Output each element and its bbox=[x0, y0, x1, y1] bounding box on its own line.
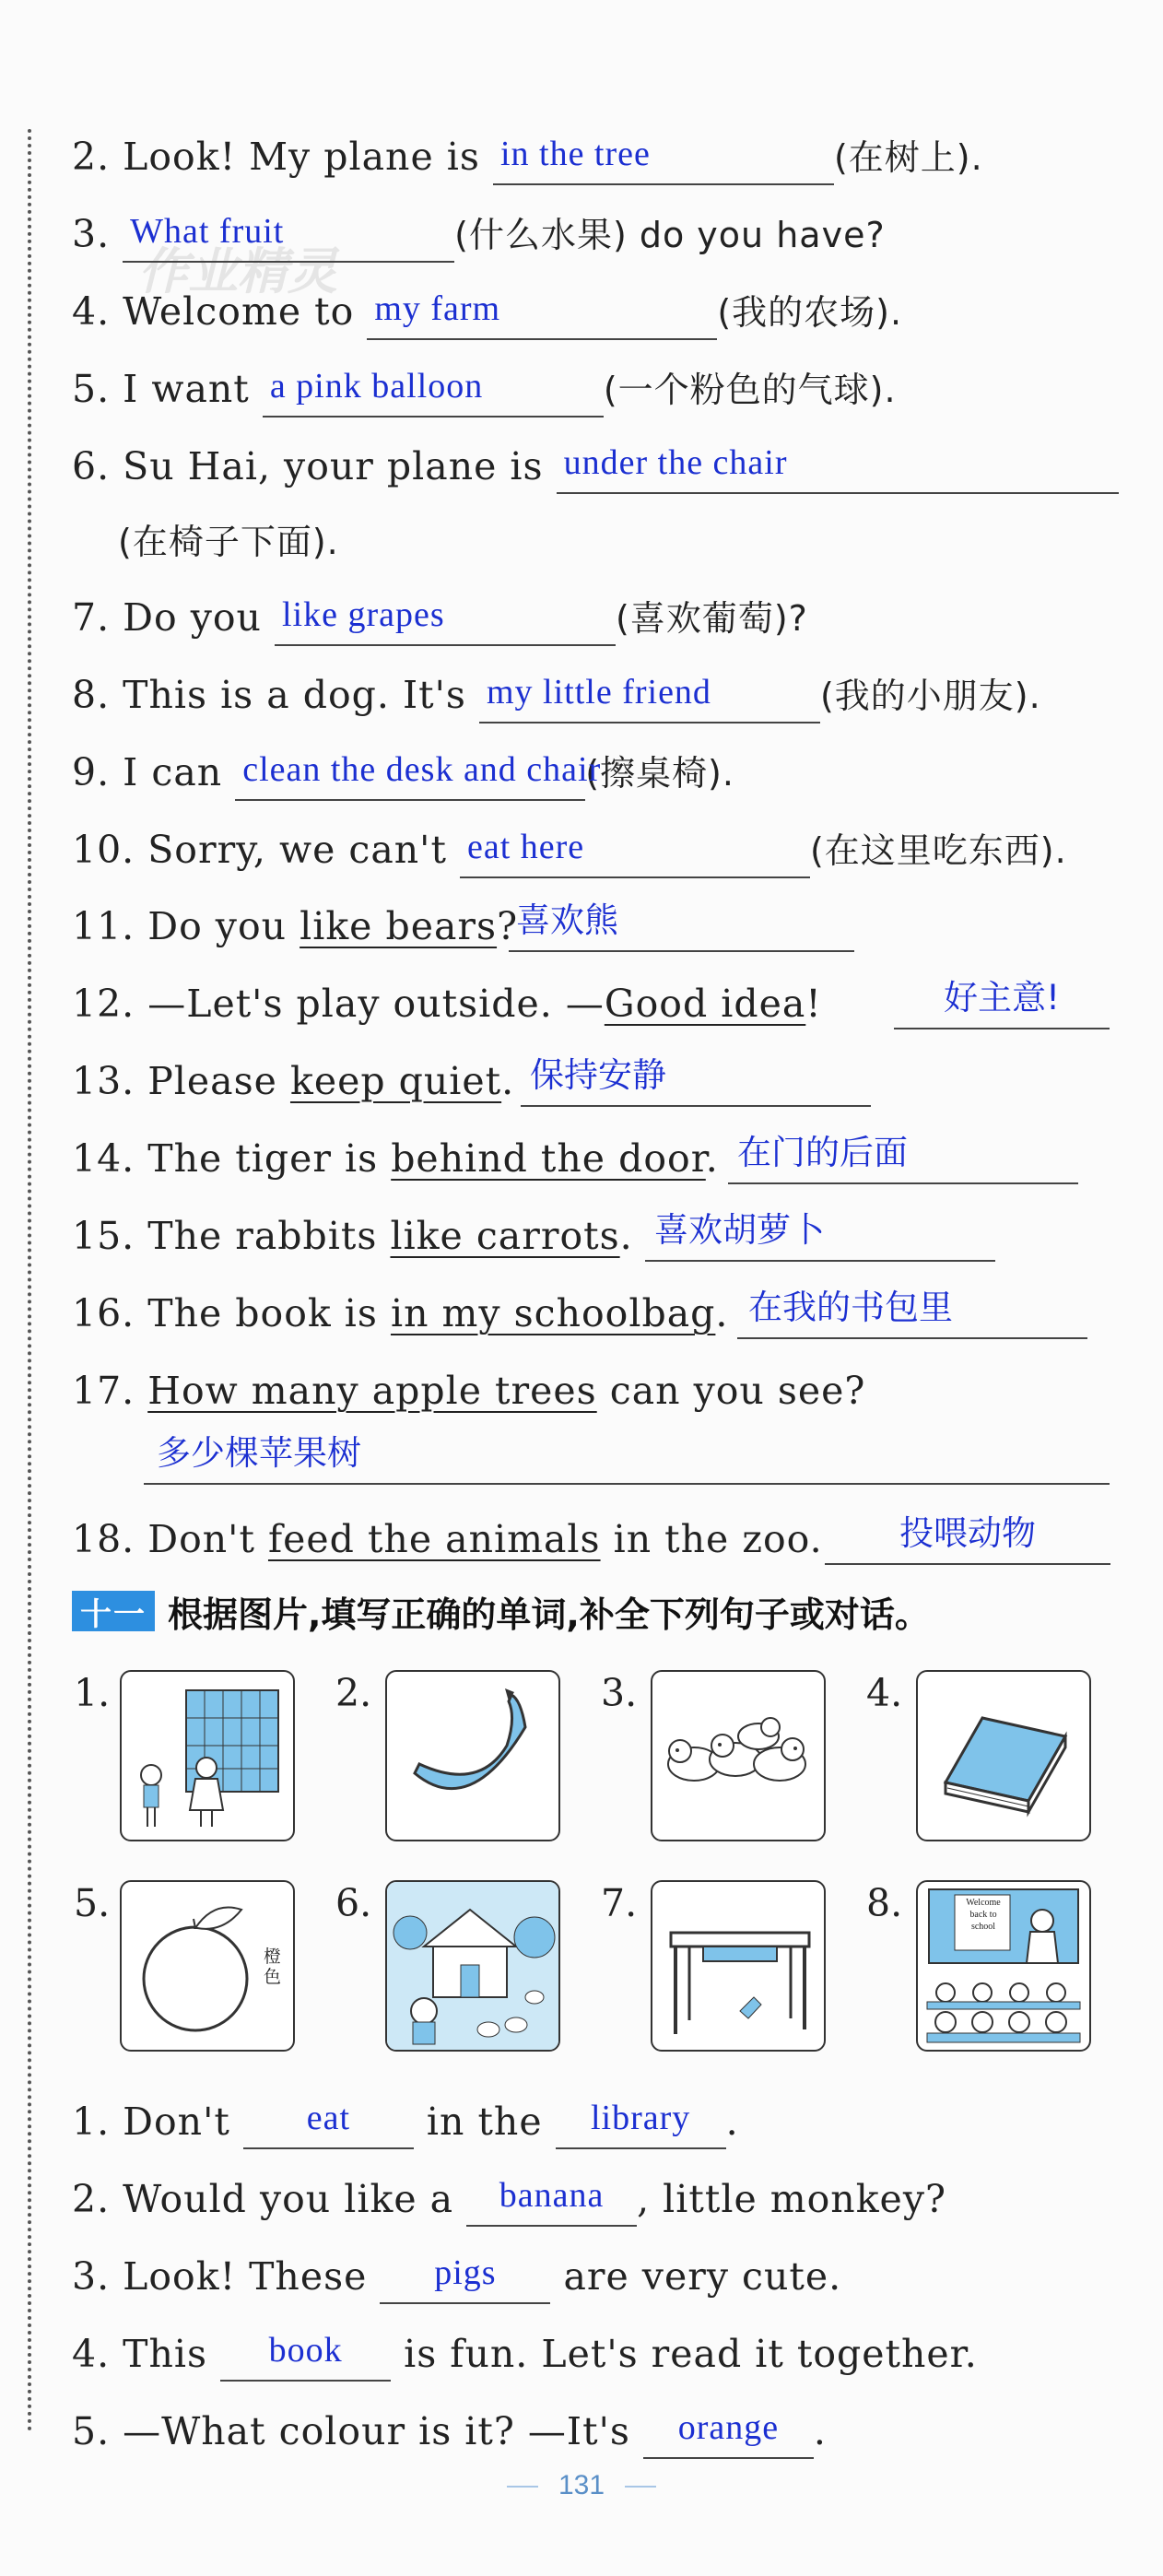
sentence-10: 10. Sorry, we can't eat here (在这里吃东西). bbox=[72, 822, 1067, 877]
orange-caption: 橙色 bbox=[264, 1947, 282, 1987]
picture-label-2: 2. bbox=[335, 1671, 372, 1715]
picture-school bbox=[916, 1880, 1091, 2052]
section-header bbox=[72, 1583, 930, 1639]
page-number-dash-left bbox=[507, 2486, 538, 2488]
fill-sentence-1: 1. Don't eat in the library . bbox=[72, 2094, 739, 2149]
sentence-8: 8. This is a dog. It's my little friend (我的小朋友). bbox=[72, 667, 1041, 723]
chalkboard-text: Welcome back to school bbox=[966, 1898, 1001, 1932]
answer-text: What fruit bbox=[130, 212, 285, 251]
sentence-5: 5. I want a pink balloon (一个粉色的气球). bbox=[72, 361, 897, 417]
answer-text: 在我的书包里 bbox=[748, 1288, 953, 1327]
margin-dotted-line bbox=[28, 129, 31, 2433]
answer-text: my farm bbox=[374, 289, 501, 328]
sentence-7: 7. Do you like grapes (喜欢葡萄)? bbox=[72, 590, 808, 645]
answer-blank[interactable] bbox=[235, 747, 602, 801]
sentence-6: 6. Su Hai, your plane is under the chair bbox=[72, 439, 1119, 494]
translation-18: 18. Don't feed the animals in the zoo. bbox=[72, 1517, 823, 1561]
picture-library bbox=[120, 1670, 295, 1841]
fill-sentence-5: 5. —What colour is it? —It's orange . bbox=[72, 2404, 827, 2459]
library-illustration-icon bbox=[122, 1672, 293, 1840]
answer-text: book bbox=[268, 2331, 343, 2370]
picture-pigs bbox=[651, 1670, 826, 1841]
translation-blank-14[interactable] bbox=[728, 1131, 1078, 1184]
answer-blank[interactable] bbox=[220, 2328, 391, 2382]
sentence-4: 4. Welcome to my farm (我的农场). bbox=[72, 284, 902, 339]
answer-blank[interactable] bbox=[380, 2251, 550, 2304]
answer-text: 多少棵苹果树 bbox=[157, 1433, 361, 1473]
answer-text: my little friend bbox=[486, 673, 711, 712]
translation-15: 15. The rabbits like carrots. bbox=[72, 1214, 633, 1258]
answer-text: 投喂动物 bbox=[899, 1513, 1036, 1553]
translation-13: 13. Please keep quiet. bbox=[72, 1059, 515, 1103]
answer-text: 保持安静 bbox=[530, 1055, 666, 1095]
answer-blank[interactable] bbox=[557, 441, 1119, 494]
answer-text: clean the desk and chair bbox=[242, 750, 602, 789]
translation-blank-11[interactable] bbox=[509, 899, 854, 952]
translation-blank-17[interactable] bbox=[144, 1431, 1110, 1485]
sentence-9: 9. I can clean the desk and chair (擦桌椅). bbox=[72, 745, 734, 800]
answer-blank[interactable] bbox=[479, 670, 820, 723]
answer-text: like grapes bbox=[282, 595, 445, 634]
answer-text: library bbox=[590, 2099, 691, 2137]
translation-blank-13[interactable] bbox=[521, 1053, 871, 1107]
answer-text: 在门的后面 bbox=[737, 1133, 908, 1172]
translation-16: 16. The book is in my schoolbag. bbox=[72, 1291, 729, 1335]
translation-17: 17. How many apple trees can you see? bbox=[72, 1369, 866, 1413]
sentence-3: 3. What fruit (什么水果) do you have? bbox=[72, 206, 886, 262]
translation-14: 14. The tiger is behind the door. bbox=[72, 1136, 719, 1181]
answer-blank[interactable] bbox=[243, 2096, 414, 2149]
translation-blank-18[interactable] bbox=[825, 1511, 1110, 1565]
book-icon bbox=[918, 1672, 1089, 1840]
sentence-6-continuation: (在椅子下面). bbox=[118, 522, 339, 562]
picture-label-3: 3. bbox=[601, 1671, 638, 1715]
page-number-dash-right bbox=[625, 2486, 656, 2488]
answer-text: a pink balloon bbox=[269, 367, 484, 406]
fill-sentence-3: 3. Look! These pigs are very cute. bbox=[72, 2249, 841, 2304]
answer-blank[interactable] bbox=[123, 209, 454, 263]
answer-blank[interactable] bbox=[466, 2173, 637, 2227]
answer-blank[interactable] bbox=[556, 2096, 726, 2149]
picture-orange bbox=[120, 1880, 295, 2052]
watermark: 作业精灵 bbox=[138, 242, 337, 300]
answer-text: banana bbox=[499, 2176, 605, 2215]
answer-text: orange bbox=[677, 2408, 780, 2447]
picture-book bbox=[916, 1670, 1091, 1841]
translation-blank-15[interactable] bbox=[645, 1208, 995, 1262]
fill-sentence-4: 4. This book is fun. Let's read it together. bbox=[72, 2326, 978, 2382]
picture-label-1: 1. bbox=[74, 1671, 111, 1715]
answer-text: in the tree bbox=[499, 135, 651, 173]
answer-text: eat bbox=[306, 2099, 351, 2137]
answer-text: 喜欢胡萝卜 bbox=[654, 1210, 825, 1250]
desk-icon bbox=[652, 1882, 824, 2050]
answer-text: under the chair bbox=[563, 443, 788, 482]
picture-label-6: 6. bbox=[335, 1881, 372, 1925]
picture-label-5: 5. bbox=[74, 1881, 111, 1925]
page-number: 131 bbox=[0, 2470, 1163, 2501]
answer-text: eat here bbox=[466, 828, 585, 866]
picture-banana bbox=[385, 1670, 560, 1841]
answer-blank[interactable] bbox=[643, 2405, 814, 2459]
section-number-badge: 十一 bbox=[72, 1591, 155, 1631]
translation-blank-16[interactable] bbox=[737, 1286, 1087, 1339]
picture-farm bbox=[385, 1880, 560, 2052]
answer-blank[interactable] bbox=[493, 132, 834, 185]
farm-illustration-icon bbox=[387, 1882, 558, 2050]
banana-icon bbox=[387, 1672, 558, 1840]
picture-desk bbox=[651, 1880, 826, 2052]
pigs-icon bbox=[652, 1672, 824, 1840]
picture-label-8: 8. bbox=[866, 1881, 903, 1925]
answer-text: pigs bbox=[434, 2253, 497, 2292]
translation-blank-12[interactable] bbox=[894, 976, 1110, 1029]
fill-sentence-2: 2. Would you like a banana , little monkey? bbox=[72, 2171, 946, 2227]
answer-blank[interactable] bbox=[263, 364, 604, 418]
section-title: 根据图片,填写正确的单词,补全下列句子或对话。 bbox=[168, 1594, 930, 1635]
translation-12: 12. —Let's play outside. —Good idea! bbox=[72, 982, 822, 1026]
answer-text: 喜欢熊 bbox=[516, 900, 618, 940]
answer-blank[interactable] bbox=[275, 593, 616, 646]
picture-label-7: 7. bbox=[601, 1881, 638, 1925]
picture-label-4: 4. bbox=[866, 1671, 903, 1715]
answer-blank[interactable] bbox=[460, 825, 810, 878]
sentence-2: 2. Look! My plane is in the tree (在树上). bbox=[72, 129, 983, 184]
answer-blank[interactable] bbox=[367, 287, 717, 340]
answer-text: 好主意! bbox=[944, 978, 1060, 1017]
translation-11: 11. Do you like bears? bbox=[72, 904, 519, 948]
